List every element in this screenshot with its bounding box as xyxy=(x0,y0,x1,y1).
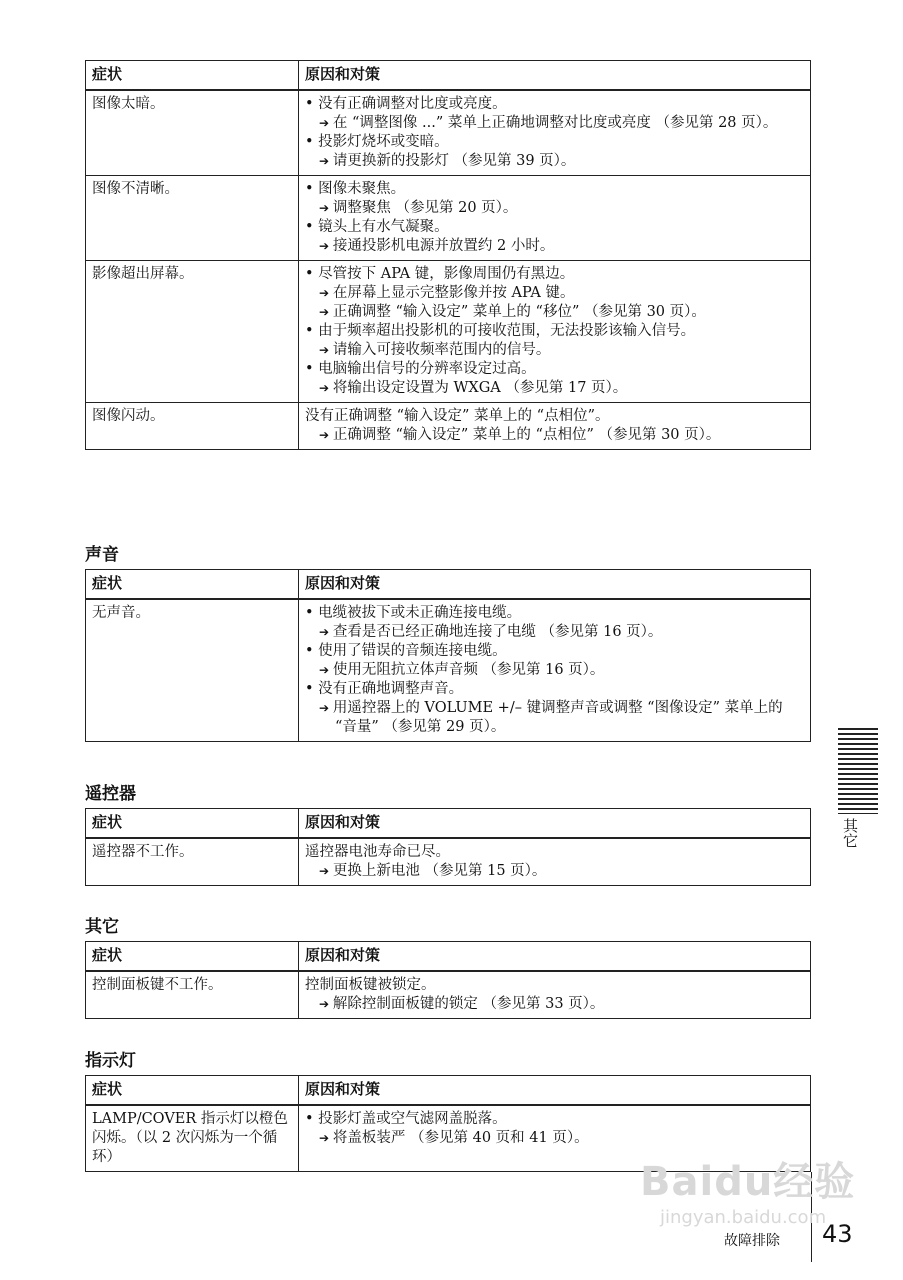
symptom-cell: LAMP/COVER 指示灯以橙色闪烁。（以 2 次闪烁为一个循环） xyxy=(86,1105,299,1172)
header-symptom: 症状 xyxy=(86,61,299,91)
cause-item: • 电缆被拔下或未正确连接电缆。 xyxy=(305,604,804,623)
troubleshooting-table xyxy=(85,60,811,450)
cause-text: 没有正确调整 “输入设定” 菜单上的 “点相位”。 xyxy=(305,408,610,424)
troubleshooting-table xyxy=(85,941,811,1019)
section-title: 其它 xyxy=(85,917,119,937)
remedy-item: ➔ 使用无阻抗立体声音频 （参见第 16 页）。 xyxy=(305,661,804,680)
cause-item: • 使用了错误的音频连接电缆。 xyxy=(305,642,804,661)
cause-cell xyxy=(299,90,811,176)
symptom-cell: 图像太暗。 xyxy=(86,90,299,176)
section-title: 声音 xyxy=(85,545,119,565)
cause-item: • 由于频率超出投影机的可接收范围，无法投影该输入信号。 xyxy=(305,322,804,341)
remedy-item: ➔ 用遥控器上的 VOLUME +/– 键调整声音或调整 “图像设定” 菜单上的 “音量” （参见第 29 页）。 xyxy=(305,699,804,737)
remedy-item: ➔ 更换上新电池 （参见第 15 页）。 xyxy=(305,862,804,881)
side-tab-label: 其它 xyxy=(841,818,859,848)
remedy-item: ➔ 在屏幕上显示完整影像并按 APA 键。 xyxy=(305,284,804,303)
remedy-item: ➔ 将输出设定设置为 WXGA （参见第 17 页）。 xyxy=(305,379,804,398)
table-row xyxy=(86,176,811,261)
cause-item: • 尽管按下 APA 键，影像周围仍有黑边。 xyxy=(305,265,804,284)
header-cause: 原因和对策 xyxy=(299,1076,811,1106)
cause-item: • 镜头上有水气凝聚。 xyxy=(305,218,804,237)
table-row xyxy=(86,971,811,1019)
remedy-item: ➔ 在 “调整图像 ...” 菜单上正确地调整对比度或亮度 （参见第 28 页）。 xyxy=(305,114,804,133)
remedy-item: ➔ 请更换新的投影灯 （参见第 39 页）。 xyxy=(305,152,804,171)
symptom-cell: 控制面板键不工作。 xyxy=(86,971,299,1019)
symptom-cell: 无声音。 xyxy=(86,599,299,742)
symptom-cell: 图像不清晰。 xyxy=(86,176,299,261)
page-number: 43 xyxy=(822,1220,853,1248)
header-symptom: 症状 xyxy=(86,942,299,972)
watermark xyxy=(640,1150,855,1228)
cause-cell xyxy=(299,838,811,886)
symptom-cell: 影像超出屏幕。 xyxy=(86,261,299,403)
header-cause: 原因和对策 xyxy=(299,570,811,600)
cause-text: 遥控器电池寿命已尽。 xyxy=(305,844,450,860)
watermark-url: jingyan.baidu.com xyxy=(660,1207,827,1228)
remedy-item: ➔ 正确调整 “输入设定” 菜单上的 “移位” （参见第 30 页）。 xyxy=(305,303,804,322)
footer-section-title: 故障排除 xyxy=(724,1233,780,1249)
header-symptom: 症状 xyxy=(86,570,299,600)
cause-item: • 电脑输出信号的分辨率设定过高。 xyxy=(305,360,804,379)
table-row xyxy=(86,261,811,403)
header-cause: 原因和对策 xyxy=(299,61,811,91)
troubleshooting-table xyxy=(85,569,811,742)
cause-item: • 投影灯盖或空气滤网盖脱落。 xyxy=(305,1110,804,1129)
cause-item: • 图像未聚焦。 xyxy=(305,180,804,199)
cause-cell xyxy=(299,971,811,1019)
cause-cell xyxy=(299,403,811,450)
remedy-item: ➔ 调整聚焦 （参见第 20 页）。 xyxy=(305,199,804,218)
cause-cell xyxy=(299,176,811,261)
cause-cell xyxy=(299,261,811,403)
symptom-cell: 遥控器不工作。 xyxy=(86,838,299,886)
section-title: 遥控器 xyxy=(85,784,136,804)
remedy-item: ➔ 请输入可接收频率范围内的信号。 xyxy=(305,341,804,360)
header-symptom: 症状 xyxy=(86,1076,299,1106)
side-tab-stripes xyxy=(838,728,878,814)
remedy-item: ➔ 查看是否已经正确地连接了电缆 （参见第 16 页）。 xyxy=(305,623,804,642)
symptom-cell: 图像闪动。 xyxy=(86,403,299,450)
cause-cell xyxy=(299,599,811,742)
header-cause: 原因和对策 xyxy=(299,809,811,839)
watermark-brand: Baidu经验 xyxy=(640,1159,856,1205)
header-cause: 原因和对策 xyxy=(299,942,811,972)
cause-item: • 没有正确地调整声音。 xyxy=(305,680,804,699)
table-row xyxy=(86,403,811,450)
table-row xyxy=(86,838,811,886)
remedy-item: ➔ 接通投影机电源并放置约 2 小时。 xyxy=(305,237,804,256)
remedy-item: ➔ 正确调整 “输入设定” 菜单上的 “点相位” （参见第 30 页）。 xyxy=(305,426,804,445)
table-row xyxy=(86,599,811,742)
cause-text: 控制面板键被锁定。 xyxy=(305,977,436,993)
troubleshooting-table xyxy=(85,808,811,886)
cause-item: • 没有正确调整对比度或亮度。 xyxy=(305,95,804,114)
section-title: 指示灯 xyxy=(85,1051,136,1071)
cause-item: • 投影灯烧坏或变暗。 xyxy=(305,133,804,152)
remedy-item: ➔ 解除控制面板键的锁定 （参见第 33 页）。 xyxy=(305,995,804,1014)
header-symptom: 症状 xyxy=(86,809,299,839)
remedy-item: ➔ 将盖板装严 （参见第 40 页和 41 页）。 xyxy=(305,1129,804,1148)
table-row xyxy=(86,90,811,176)
